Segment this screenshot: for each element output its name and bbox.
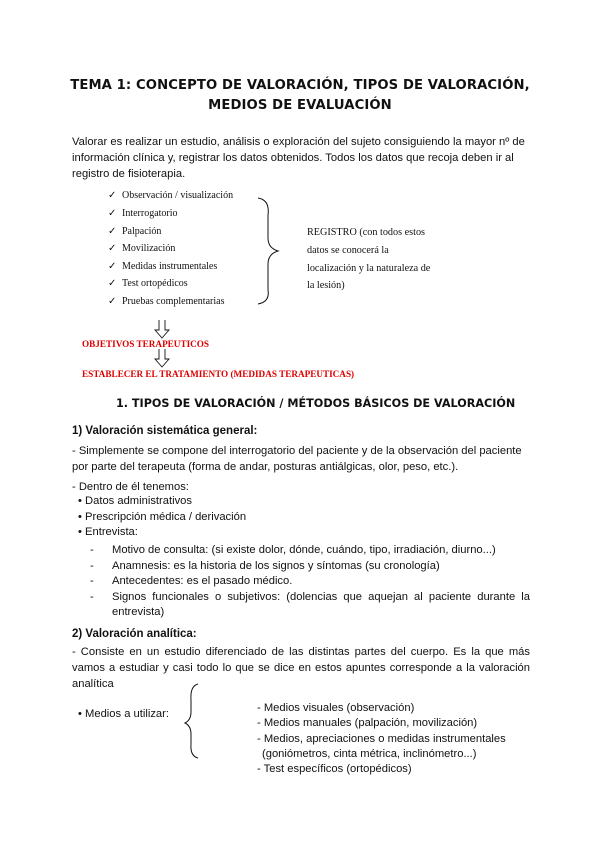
objetivos-terapeuticos: OBJETIVOS TERAPEUTICOS bbox=[82, 339, 210, 349]
right-brace-icon bbox=[258, 198, 278, 304]
check-icon: ✓ bbox=[108, 296, 117, 307]
intro-line-1: Valorar es realizar un estudio, análisis o exploración del sujeto consiguiendo la mayor nº de bbox=[72, 136, 525, 148]
bullet-item: • Datos administrativos bbox=[78, 495, 192, 507]
checklist-item: ✓ Observación / visualización bbox=[108, 190, 234, 201]
doc-title-line-2: MEDIOS DE EVALUACIÓN bbox=[208, 98, 392, 113]
bullet-item: • Entrevista: bbox=[78, 526, 138, 538]
analitica-desc-line-3: analítica bbox=[72, 678, 114, 690]
check-icon: ✓ bbox=[108, 278, 117, 289]
medio-item: - Medios, apreciaciones o medidas instrumentales bbox=[257, 733, 506, 745]
medio-item: - Medios manuales (palpación, movilización) bbox=[257, 717, 478, 729]
subsection-heading: 1) Valoración sistemática general: bbox=[72, 425, 258, 437]
check-icon: ✓ bbox=[108, 190, 117, 201]
dentro-label: - Dentro de él tenemos: bbox=[72, 481, 189, 493]
analitica-desc-line-1: - Consiste en un estudio diferenciado de las distintas partes del cuerpo. Es la que más bbox=[72, 646, 530, 658]
subsection-heading: 2) Valoración analítica: bbox=[72, 628, 197, 640]
establecer-tratamiento: ESTABLECER EL TRATAMIENTO (MEDIDAS TERAPEUTICAS) bbox=[82, 369, 355, 379]
medio-item: - Medios visuales (observación) bbox=[257, 702, 415, 714]
entrevista-item: - Motivo de consulta: (si existe dolor, dónde, cuándo, tipo, irradiación, diurno...) bbox=[90, 544, 496, 556]
entrevista-item: - Antecedentes: es el pasado médico. bbox=[90, 575, 293, 587]
medio-item-continued: (goniómetros, cinta métrica, inclinómetro...) bbox=[262, 748, 477, 760]
bullet-icon: • bbox=[78, 495, 86, 507]
medio-item: - Test específicos (ortopédicos) bbox=[257, 763, 412, 775]
check-icon: ✓ bbox=[108, 243, 117, 254]
check-icon: ✓ bbox=[108, 208, 117, 219]
checklist-item: ✓ Palpación bbox=[108, 226, 162, 237]
checklist-item: ✓ Medidas instrumentales bbox=[108, 261, 218, 272]
left-brace-icon bbox=[185, 684, 198, 758]
entrevista-item: - Anamnesis: es la historia de los signos y síntomas (su cronología) bbox=[90, 560, 440, 572]
registro-line-1: REGISTRO (con todos estos bbox=[307, 227, 426, 238]
check-icon: ✓ bbox=[108, 261, 117, 272]
registro-line-3: localización y la naturaleza de bbox=[307, 263, 431, 274]
analitica-desc-line-2: vamos a estudiar y casi todo lo que se dice en estos apuntes corresponde a la valoración bbox=[72, 662, 530, 674]
check-icon: ✓ bbox=[108, 226, 117, 237]
bullet-item: • Prescripción médica / derivación bbox=[78, 511, 247, 523]
checklist-item: ✓ Interrogatorio bbox=[108, 208, 178, 219]
sistematica-desc-line-1: - Simplemente se compone del interrogatorio del paciente y de la observación del paciente bbox=[72, 445, 522, 457]
checklist-item: ✓ Movilización bbox=[108, 243, 176, 254]
checklist-item: ✓ Test ortopédicos bbox=[108, 278, 188, 289]
bullet-icon: • bbox=[78, 526, 86, 538]
registro-line-4: la lesión) bbox=[307, 280, 345, 291]
entrevista-item: - Signos funcionales o subjetivos: (dolencias que aquejan al paciente durante la bbox=[90, 591, 530, 603]
intro-line-2: información clínica y, registrar los datos obtenidos. Todos los datos que recoja deben ir al bbox=[72, 152, 514, 164]
checklist-item: ✓ Pruebas complementarias bbox=[108, 296, 225, 307]
bullet-icon: • bbox=[78, 511, 86, 523]
intro-line-3: registro de fisioterapia. bbox=[72, 168, 186, 180]
doc-title-line-1: TEMA 1: CONCEPTO DE VALORACIÓN, TIPOS DE VALORACIÓN, bbox=[70, 78, 530, 93]
medios-label: • Medios a utilizar: bbox=[78, 708, 169, 720]
section-heading: 1. TIPOS DE VALORACIÓN / MÉTODOS BÁSICOS DE VALORACIÓN bbox=[116, 397, 516, 410]
sistematica-desc-line-2: por parte del terapeuta (forma de andar, posturas antiálgicas, olor, peso, etc.). bbox=[72, 461, 459, 473]
entrevista-item-continued: entrevista) bbox=[112, 606, 165, 618]
registro-line-2: datos se conocerá la bbox=[307, 245, 389, 256]
